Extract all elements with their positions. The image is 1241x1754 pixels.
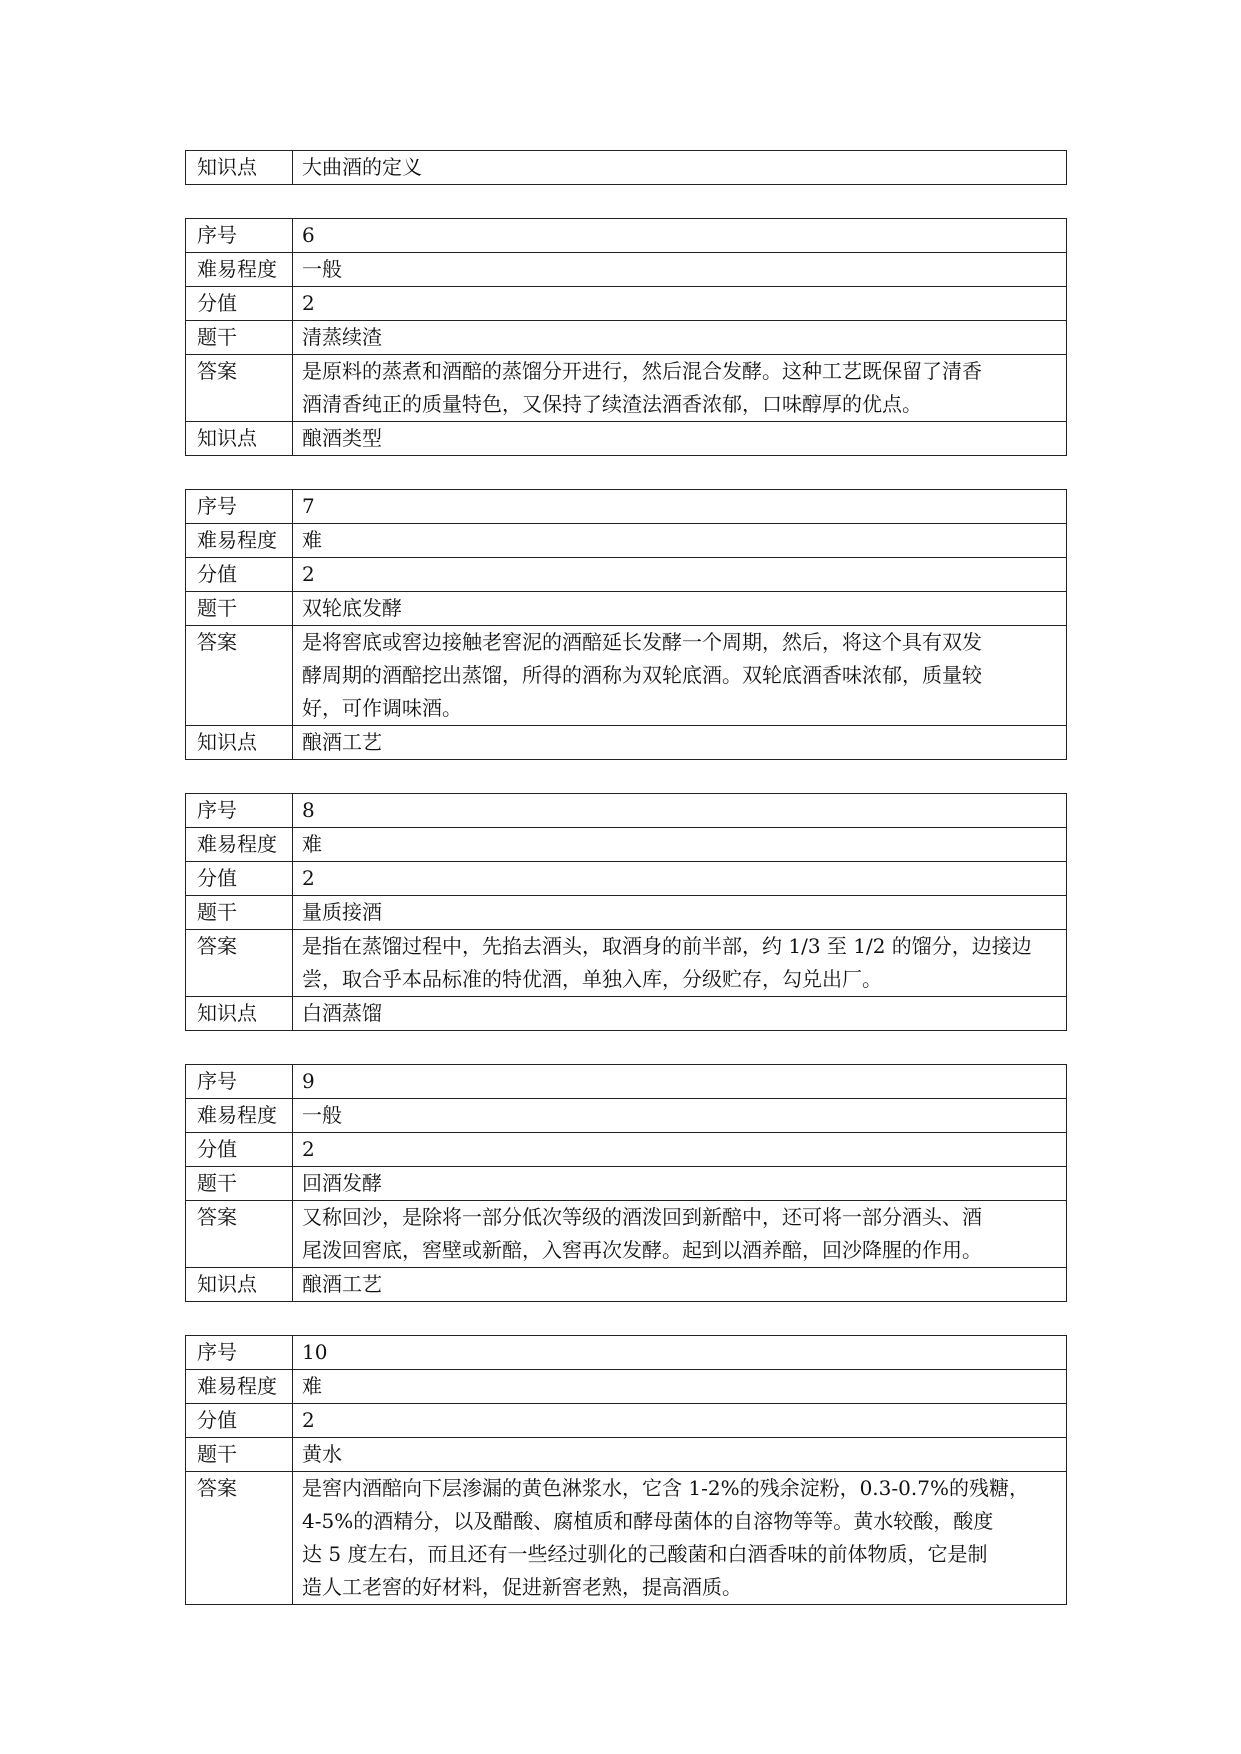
row-label: 题干 xyxy=(186,592,293,626)
row-label: 序号 xyxy=(186,794,293,828)
row-label: 知识点 xyxy=(186,1268,293,1302)
row-label: 知识点 xyxy=(186,422,293,456)
row-label: 难易程度 xyxy=(186,1099,293,1133)
answer-line: 4-5%的酒精分，以及醋酸、腐植质和酵母菌体的自溶物等等。黄水较酸，酸度 xyxy=(302,1509,994,1533)
row-label: 难易程度 xyxy=(186,1370,293,1404)
row-label: 答案 xyxy=(186,626,293,726)
question-table xyxy=(185,150,1067,185)
table-row xyxy=(186,321,1067,355)
row-label: 答案 xyxy=(186,355,293,422)
row-label: 知识点 xyxy=(186,151,293,185)
row-value: 8 xyxy=(293,794,1067,828)
row-value: 6 xyxy=(293,219,1067,253)
row-label: 序号 xyxy=(186,490,293,524)
table-row xyxy=(186,219,1067,253)
row-value: 难 xyxy=(293,828,1067,862)
row-label: 分值 xyxy=(186,558,293,592)
row-value: 双轮底发酵 xyxy=(293,592,1067,626)
row-value: 一般 xyxy=(293,253,1067,287)
table-row xyxy=(186,1336,1067,1370)
question-table xyxy=(185,218,1067,456)
row-label: 答案 xyxy=(186,1472,293,1605)
row-label: 答案 xyxy=(186,1201,293,1268)
row-label: 序号 xyxy=(186,1336,293,1370)
row-value: 一般 xyxy=(293,1099,1067,1133)
answer-line: 尝，取合乎本品标准的特优酒，单独入库，分级贮存，勾兑出厂。 xyxy=(302,967,882,991)
table-row xyxy=(186,1438,1067,1472)
table-row xyxy=(186,592,1067,626)
row-value: 酿酒类型 xyxy=(293,422,1067,456)
table-row xyxy=(186,862,1067,896)
table-row xyxy=(186,726,1067,760)
question-table xyxy=(185,1064,1067,1302)
table-row xyxy=(186,1133,1067,1167)
row-label: 知识点 xyxy=(186,997,293,1031)
answer-cell xyxy=(293,930,1067,997)
row-label: 题干 xyxy=(186,1438,293,1472)
table-row xyxy=(186,896,1067,930)
answer-cell xyxy=(293,355,1067,422)
table-row xyxy=(186,1065,1067,1099)
row-label: 难易程度 xyxy=(186,253,293,287)
row-label: 难易程度 xyxy=(186,828,293,862)
table-row xyxy=(186,1167,1067,1201)
row-label: 难易程度 xyxy=(186,524,293,558)
answer-cell xyxy=(293,1472,1067,1605)
row-value: 黄水 xyxy=(293,1438,1067,1472)
answer-line: 造人工老窖的好材料，促进新窖老熟，提高酒质。 xyxy=(302,1575,742,1599)
row-label: 题干 xyxy=(186,1167,293,1201)
answer-line: 达 5 度左右，而且还有一些经过驯化的己酸菌和白酒香味的前体物质，它是制 xyxy=(302,1542,988,1566)
question-table xyxy=(185,1335,1067,1605)
row-label: 分值 xyxy=(186,1133,293,1167)
table-row xyxy=(186,490,1067,524)
table-row xyxy=(186,1370,1067,1404)
row-label: 题干 xyxy=(186,896,293,930)
table-row xyxy=(186,355,1067,422)
table-row xyxy=(186,422,1067,456)
answer-line: 是原料的蒸煮和酒醅的蒸馏分开进行，然后混合发酵。这种工艺既保留了清香 xyxy=(302,359,982,383)
table-row xyxy=(186,997,1067,1031)
row-value: 难 xyxy=(293,1370,1067,1404)
row-label: 知识点 xyxy=(186,726,293,760)
row-value: 2 xyxy=(293,1404,1067,1438)
row-value: 7 xyxy=(293,490,1067,524)
row-value: 2 xyxy=(293,862,1067,896)
row-label: 分值 xyxy=(186,862,293,896)
table-row xyxy=(186,287,1067,321)
table-row xyxy=(186,1404,1067,1438)
table-row xyxy=(186,1099,1067,1133)
answer-line: 又称回沙，是除将一部分低次等级的酒泼回到新醅中，还可将一部分酒头、酒 xyxy=(302,1205,982,1229)
row-label: 序号 xyxy=(186,219,293,253)
row-value: 10 xyxy=(293,1336,1067,1370)
row-value: 量质接酒 xyxy=(293,896,1067,930)
answer-line: 是将窖底或窖边接触老窖泥的酒醅延长发酵一个周期，然后，将这个具有双发 xyxy=(302,630,982,654)
table-row xyxy=(186,794,1067,828)
table-row xyxy=(186,1268,1067,1302)
table-row xyxy=(186,1472,1067,1605)
answer-cell xyxy=(293,626,1067,726)
row-label: 分值 xyxy=(186,287,293,321)
table-row xyxy=(186,558,1067,592)
row-value: 9 xyxy=(293,1065,1067,1099)
row-value: 2 xyxy=(293,287,1067,321)
table-row xyxy=(186,1201,1067,1268)
table-row xyxy=(186,524,1067,558)
answer-cell xyxy=(293,1201,1067,1268)
row-value: 2 xyxy=(293,558,1067,592)
table-row xyxy=(186,626,1067,726)
row-label: 答案 xyxy=(186,930,293,997)
answer-line: 是指在蒸馏过程中，先掐去酒头，取酒身的前半部，约 1/3 至 1/2 的馏分，边接边 xyxy=(302,934,1032,958)
row-value: 2 xyxy=(293,1133,1067,1167)
row-value: 回酒发酵 xyxy=(293,1167,1067,1201)
row-value: 清蒸续渣 xyxy=(293,321,1067,355)
table-row xyxy=(186,151,1067,185)
answer-line: 尾泼回窖底，窖壁或新醅，入窖再次发酵。起到以酒养醅，回沙降腥的作用。 xyxy=(302,1238,982,1262)
row-label: 题干 xyxy=(186,321,293,355)
row-label: 序号 xyxy=(186,1065,293,1099)
row-value: 酿酒工艺 xyxy=(293,726,1067,760)
table-row xyxy=(186,828,1067,862)
row-value: 大曲酒的定义 xyxy=(293,151,1067,185)
row-value: 酿酒工艺 xyxy=(293,1268,1067,1302)
answer-line: 是窖内酒醅向下层渗漏的黄色淋浆水，它含 1-2%的残余淀粉，0.3-0.7%的残糖， xyxy=(302,1476,1029,1500)
row-value: 难 xyxy=(293,524,1067,558)
question-table xyxy=(185,489,1067,760)
question-table xyxy=(185,793,1067,1031)
answer-line: 酒清香纯正的质量特色，又保持了续渣法酒香浓郁，口味醇厚的优点。 xyxy=(302,392,922,416)
row-label: 分值 xyxy=(186,1404,293,1438)
answer-line: 酵周期的酒醅挖出蒸馏，所得的酒称为双轮底酒。双轮底酒香味浓郁，质量较 xyxy=(302,663,982,687)
table-row xyxy=(186,253,1067,287)
row-value: 白酒蒸馏 xyxy=(293,997,1067,1031)
document-page xyxy=(185,150,1067,1638)
answer-line: 好，可作调味酒。 xyxy=(302,696,462,720)
table-row xyxy=(186,930,1067,997)
